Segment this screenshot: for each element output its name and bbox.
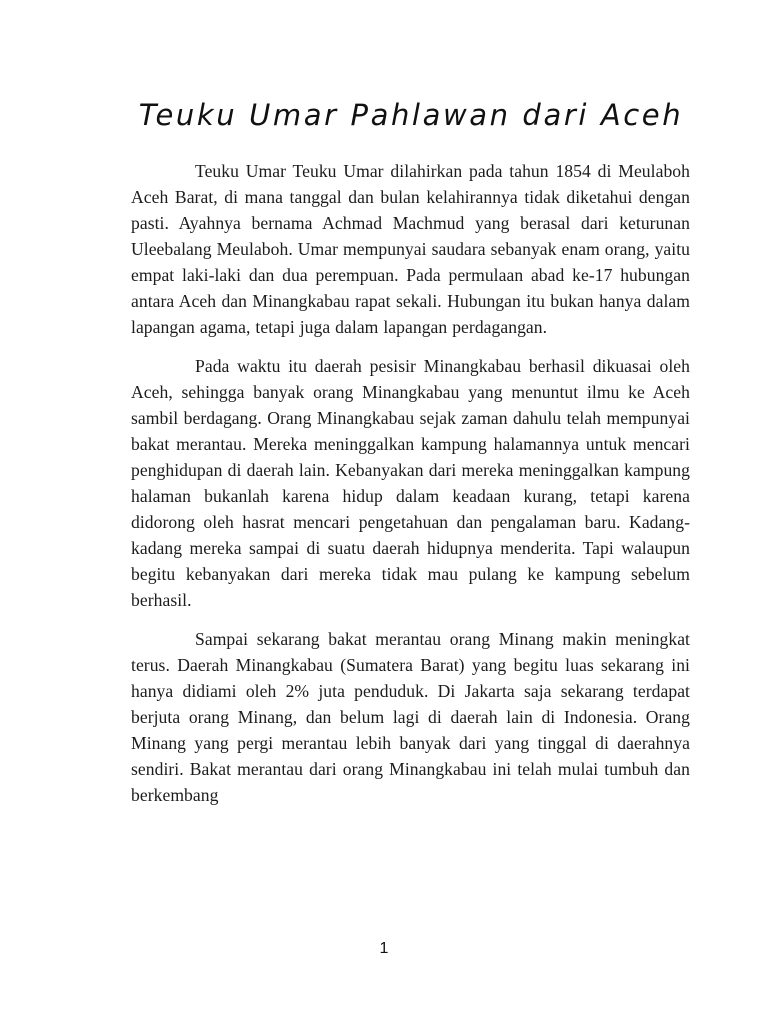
document-title: Teuku Umar Pahlawan dari Aceh (138, 98, 684, 132)
page-number: 1 (379, 940, 389, 957)
paragraph-3: Sampai sekarang bakat merantau orang Minang makin meningkat terus. Daerah Minangkabau (Sumatera Barat) yang begitu luas sekarang ini hanya didiami oleh 2% juta penduduk. Di Jakarta saja sekarang terdapat berjuta orang Minang, dan belum lagi di daerah lain di Indonesia. Orang Minang yang pergi merantau lebih banyak dari yang tinggal di daerahnya sendiri. Bakat merantau dari orang Minangkabau ini telah mulai tumbuh dan berkembang (131, 629, 690, 805)
document-body (131, 158, 690, 821)
paragraph-1: Teuku Umar Teuku Umar dilahirkan pada tahun 1854 di Meulaboh Aceh Barat, di mana tanggal dan bulan kelahirannya tidak diketahui dengan pasti. Ayahnya bernama Achmad Machmud yang berasal dari keturunan Uleebalang Meulaboh. Umar mempunyai saudara sebanyak enam orang, yaitu empat laki-laki dan dua perempuan. Pada permulaan abad ke-17 hubungan antara Aceh dan Minangkabau rapat sekali. Hubungan itu bukan hanya dalam lapangan agama, tetapi juga dalam lapangan perdagangan. (131, 161, 690, 337)
paragraph-2: Pada waktu itu daerah pesisir Minangkabau berhasil dikuasai oleh Aceh, sehingga banyak orang Minangkabau yang menuntut ilmu ke Aceh sambil berdagang. Orang Minangkabau sejak zaman dahulu telah mempunyai bakat merantau. Mereka meninggalkan kampung halamannya untuk mencari penghidupan di daerah lain. Kebanyakan dari mereka meninggalkan kampung halaman bukanlah karena hidup dalam keadaan kurang, tetapi karena didorong oleh hasrat mencari pengetahuan dan pengalaman baru. Kadang-kadang mereka sampai di suatu daerah hidupnya menderita. Tapi walaupun begitu kebanyakan dari mereka tidak mau pulang ke kampung sebelum berhasil. (131, 356, 690, 610)
